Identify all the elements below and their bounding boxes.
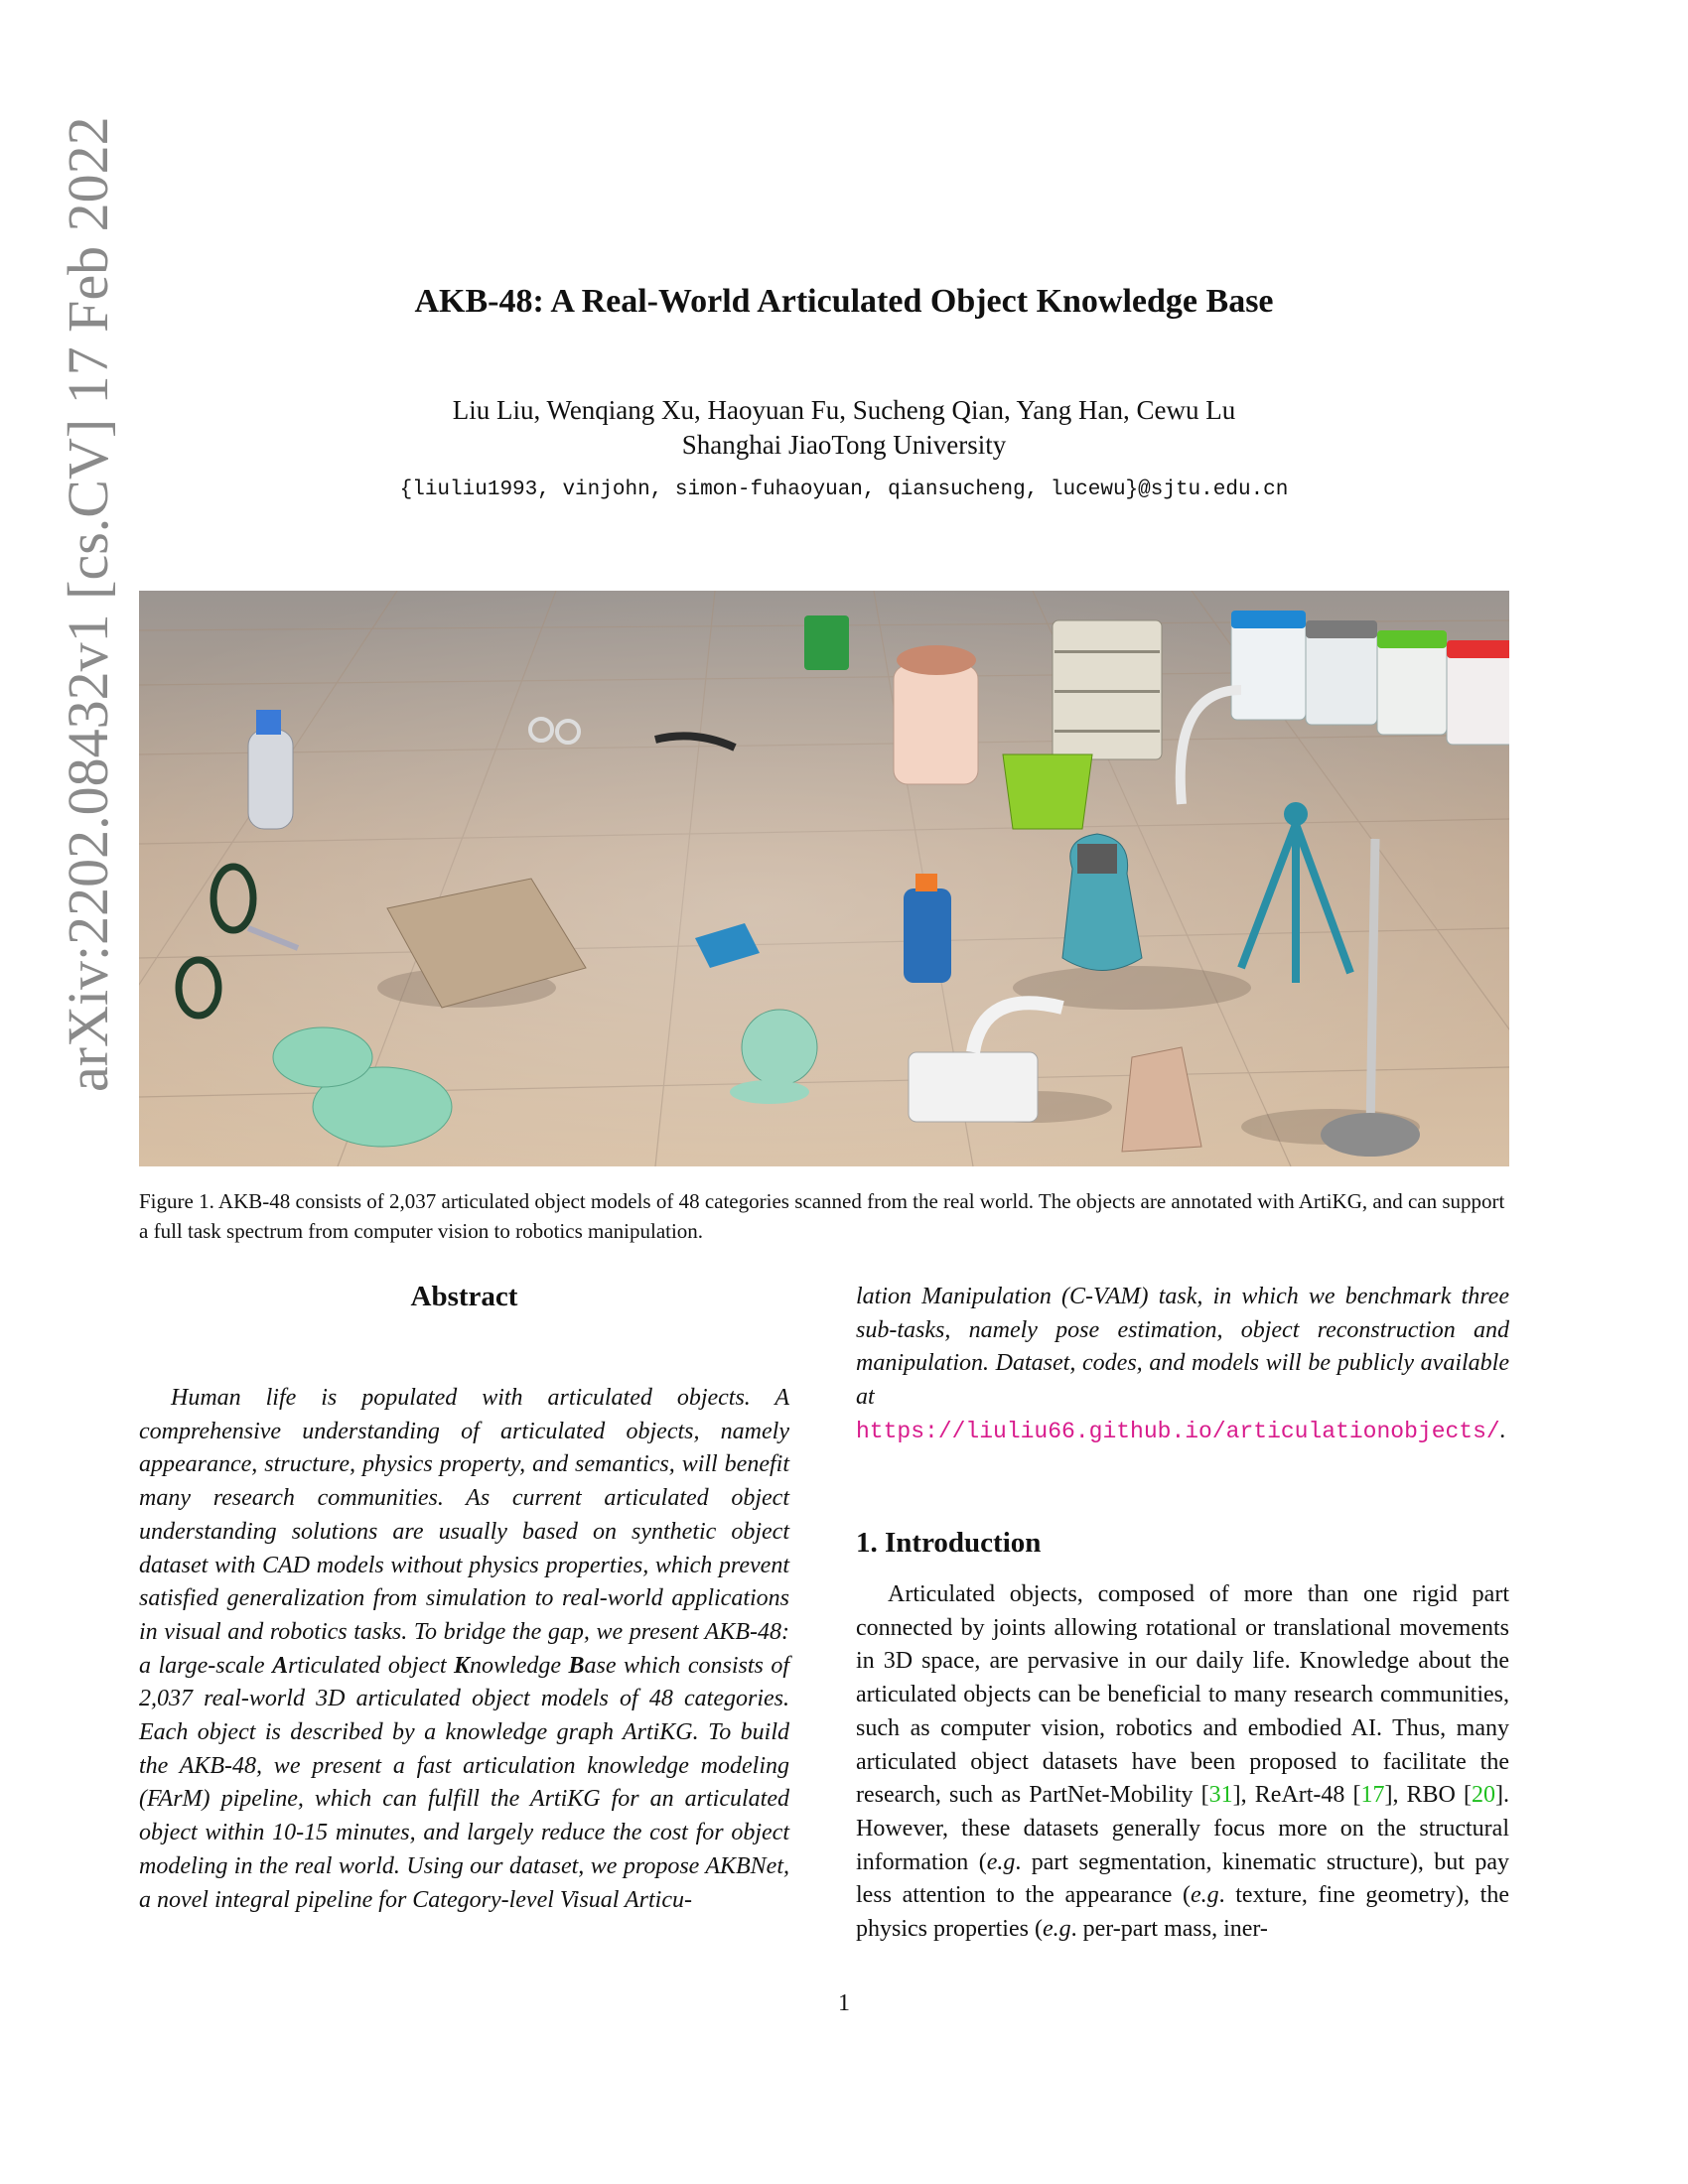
intro-text-7: . per-part mass, iner- bbox=[1070, 1916, 1268, 1943]
arxiv-watermark: arXiv:2202.08432v1 [cs.CV] 17 Feb 2022 bbox=[56, 116, 120, 1092]
abstract-bold-k: K bbox=[454, 1652, 471, 1679]
abstract-continuation bbox=[856, 1281, 1509, 1449]
intro-eg-3: e.g bbox=[1042, 1916, 1071, 1943]
project-url-link[interactable]: https://liuliu66.github.io/articulationobjects/ bbox=[856, 1418, 1500, 1444]
citation-link[interactable]: 31 bbox=[1208, 1782, 1233, 1809]
author-list: Liu Liu, Wenqiang Xu, Haoyuan Fu, Sucheng Qian, Yang Han, Cewu Lu bbox=[452, 395, 1236, 425]
abstract-text-3: nowledge bbox=[470, 1652, 569, 1679]
abstract-text-1: Human life is populated with articulated objects. A comprehensive understanding of articulated objects, namely appearance, structure, physics property, and semantics, will benefit many research communities. As current articulated object understanding solutions are usually based on synthetic object dataset with CAD models without physics properties, which prevent satisfied generalization from simulation to real-world applications in visual and robotics tasks. To bridge the gap, we present AKB-48: a large-scale bbox=[139, 1385, 789, 1679]
abstract-paragraph bbox=[139, 1382, 789, 1917]
abstract-text-end: . bbox=[1499, 1417, 1506, 1443]
intro-text-4: ]. However, these datasets generally focus more on the structural information ( bbox=[856, 1782, 1509, 1875]
abstract-text-2: rticulated object bbox=[288, 1652, 455, 1679]
abstract-text-4: ase which consists of 2,037 real-world 3D articulated object models of 48 categories. Each object is described by a knowledge graph ArtiKG. To build the AKB-48, we present a fast articulation knowledge modeling (FArM) pipeline, which can fulfill the ArtiKG for an articulated object within 10-15 minutes, and largely reduce the cost for object modeling in the real world. Using our dataset, we propose AKBNet, a novel integral pipeline for Category-level Visual Articu- bbox=[139, 1652, 789, 1913]
intro-eg-2: e.g bbox=[1190, 1882, 1219, 1909]
abstract-bold-b: B bbox=[568, 1652, 585, 1679]
page-number: 1 bbox=[838, 1990, 850, 2016]
intro-text-2: ], ReArt-48 [ bbox=[1232, 1782, 1361, 1809]
paper-title: AKB-48: A Real-World Articulated Object Knowledge Base bbox=[414, 283, 1274, 320]
citation-link[interactable]: 20 bbox=[1471, 1782, 1495, 1809]
figure-1-caption: Figure 1. AKB-48 consists of 2,037 articulated object models of 48 categories scanned from the real world. The objects are annotated with ArtiKG, and can support a full task spectrum from computer vision to robotics manipulation. bbox=[139, 1189, 1505, 1243]
intro-text-1: Articulated objects, composed of more than one rigid part connected by joints allowing rotational or translational movements in 3D space, are pervasive in our daily life. Knowledge about the articulated objects can be beneficial to many research communities, such as computer vision, robotics and embodied AI. Thus, many articulated object datasets have been proposed to facilitate the research, such as PartNet-Mobility [ bbox=[856, 1581, 1509, 1809]
intro-text-3: ], RBO [ bbox=[1384, 1782, 1472, 1809]
section-heading-introduction: 1. Introduction bbox=[856, 1527, 1042, 1559]
citation-link[interactable]: 17 bbox=[1360, 1782, 1385, 1809]
intro-text-6: . texture, fine geometry), the physics properties ( bbox=[856, 1882, 1509, 1943]
abstract-bold-a: A bbox=[272, 1652, 289, 1679]
abstract-text-5: lation Manipulation (C-VAM) task, in which we benchmark three sub-tasks, namely pose estimation, object reconstruction and manipulation. Dataset, codes, and models will be publicly available at bbox=[856, 1284, 1509, 1411]
intro-text-5: . part segmentation, kinematic structure), but pay less attention to the appearance ( bbox=[856, 1848, 1509, 1909]
introduction-paragraph bbox=[856, 1578, 1509, 1947]
abstract-heading: Abstract bbox=[410, 1281, 518, 1312]
figure-1-render bbox=[139, 591, 1509, 1166]
author-emails: {liuliu1993, vinjohn, simon-fuhaoyuan, qiansucheng, lucewu}@sjtu.edu.cn bbox=[399, 478, 1289, 501]
intro-eg-1: e.g bbox=[986, 1848, 1016, 1875]
affiliation: Shanghai JiaoTong University bbox=[681, 430, 1007, 460]
